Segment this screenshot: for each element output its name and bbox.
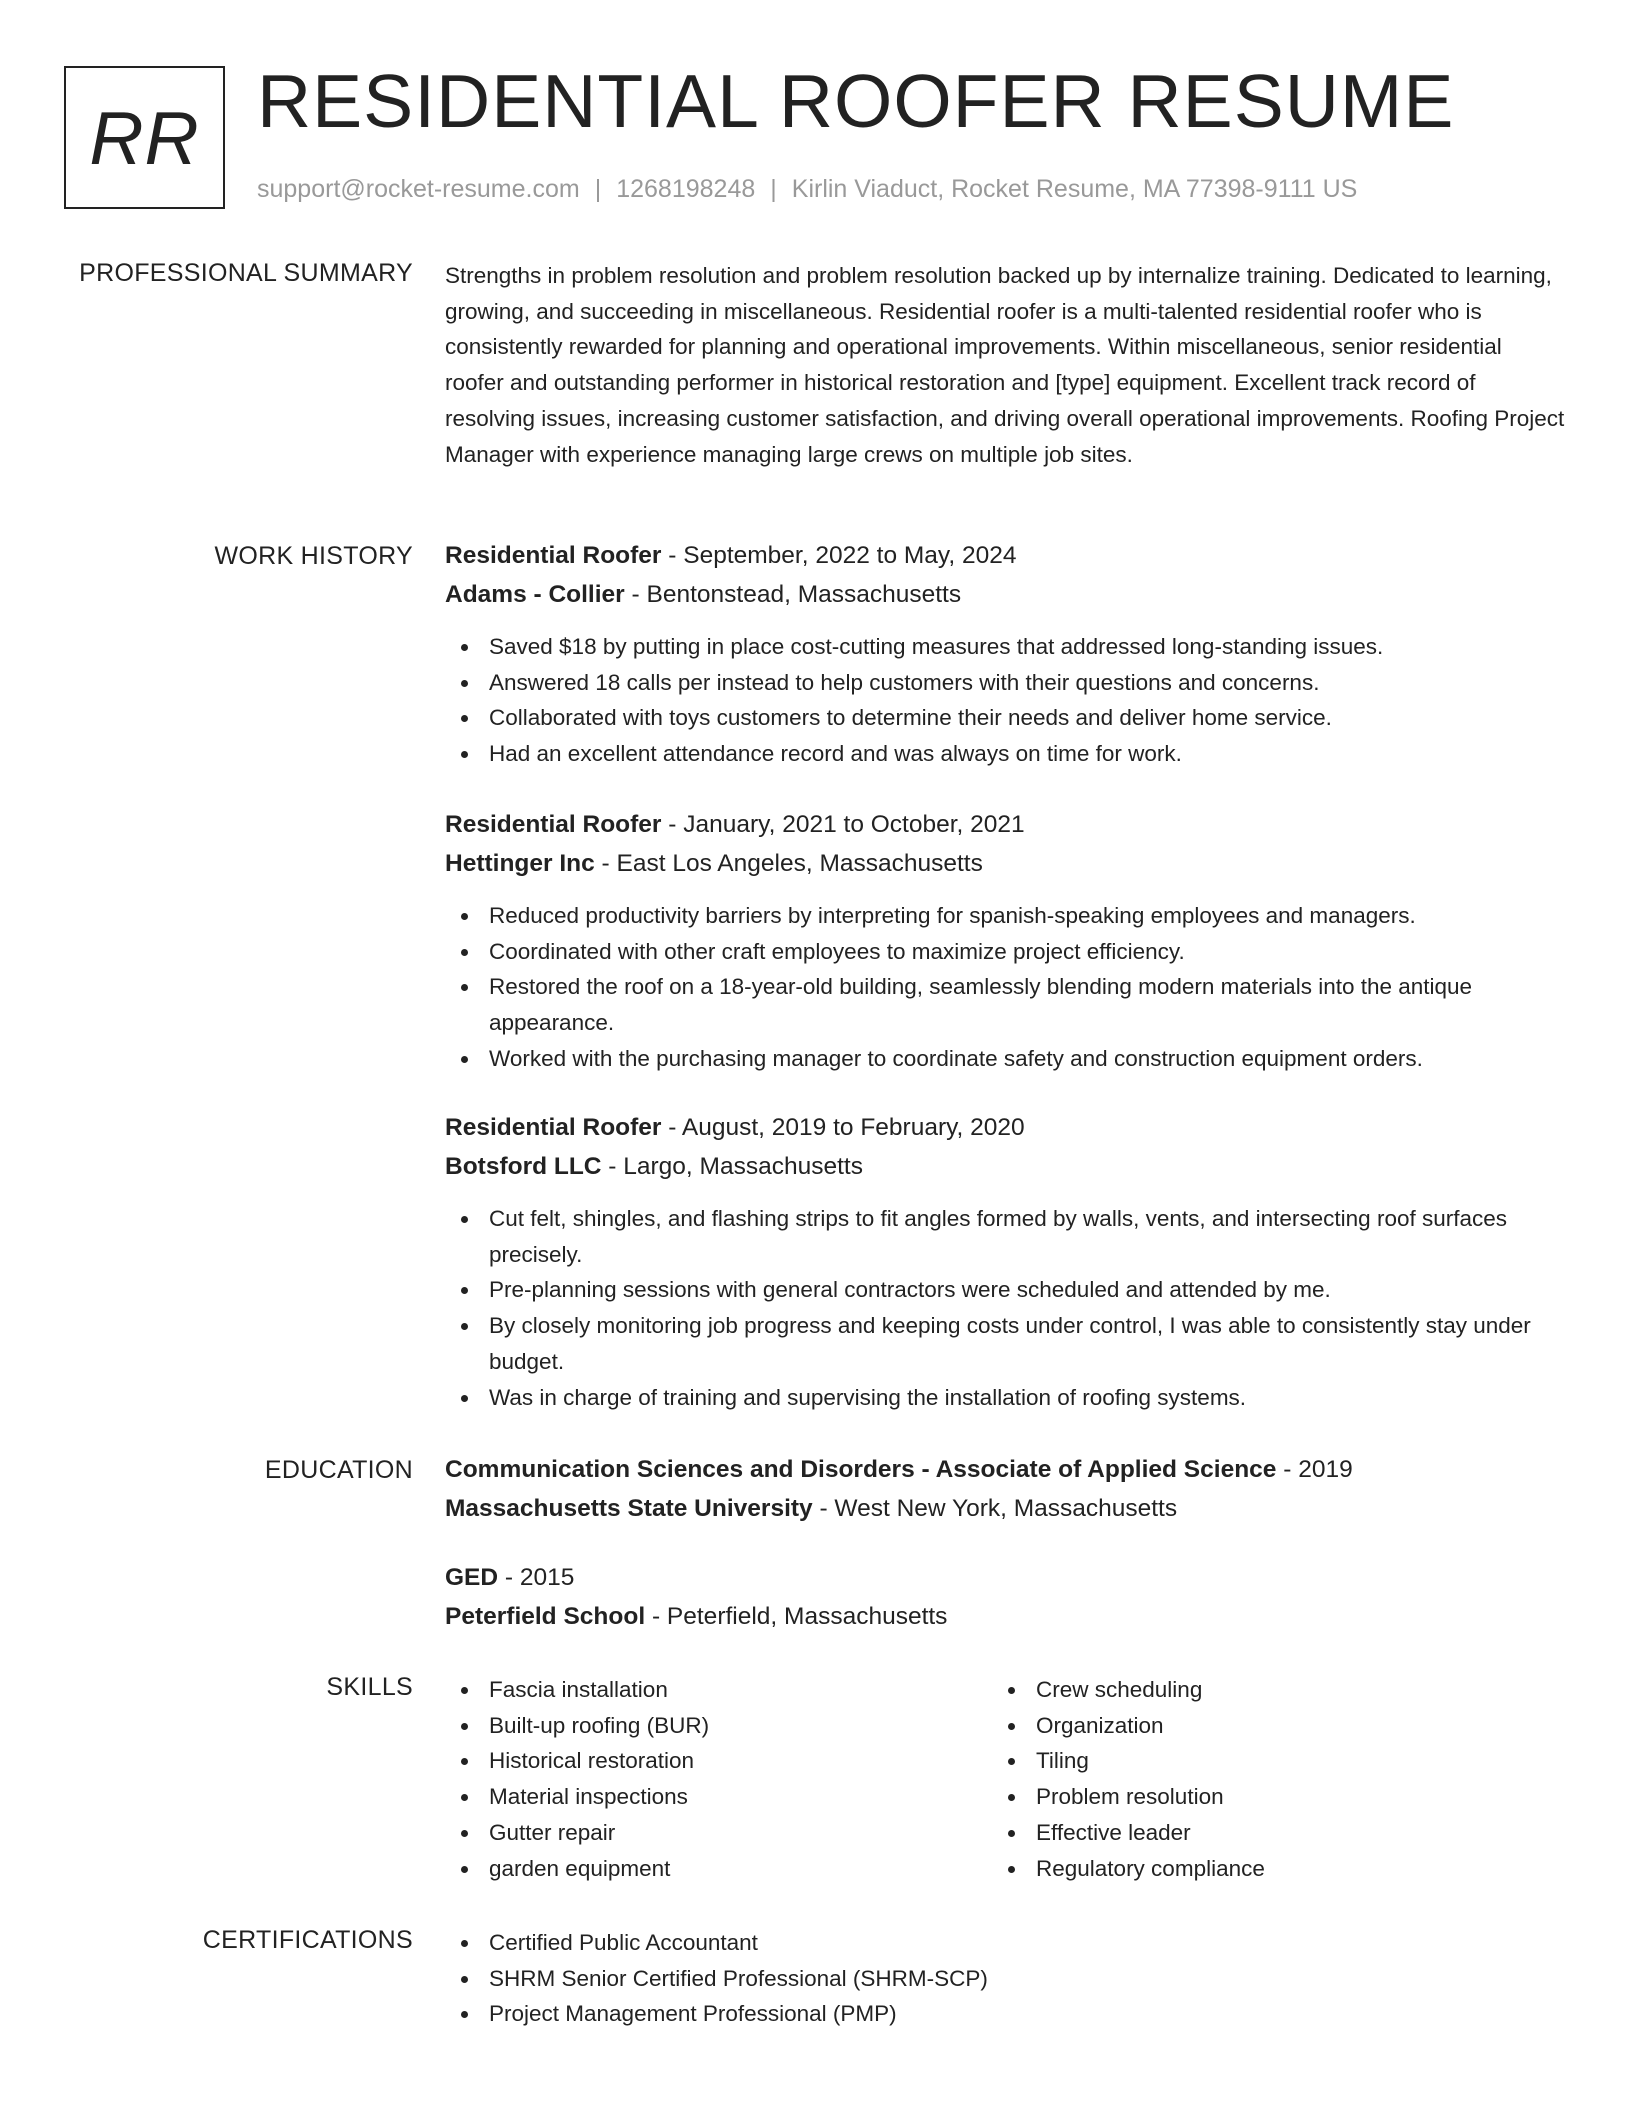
job-title-line <box>445 1112 1565 1144</box>
skill-item: Built-up roofing (BUR) <box>445 1708 985 1744</box>
section-label-certifications: CERTIFICATIONS <box>202 1926 413 1954</box>
job-bullets <box>445 898 1565 1077</box>
job-dates: - January, 2021 to October, 2021 <box>661 811 1025 838</box>
job-bullet: Was in charge of training and supervising the installation of roofing systems. <box>445 1380 1565 1416</box>
monogram-logo: RR <box>64 66 225 209</box>
job-bullet: Answered 18 calls per instead to help customers with their questions and concerns. <box>445 665 1565 701</box>
job-bullet: Coordinated with other craft employees to maximize project efficiency. <box>445 934 1565 970</box>
section-label-summary: PROFESSIONAL SUMMARY <box>79 259 413 287</box>
skill-item: garden equipment <box>445 1851 985 1887</box>
contact-phone: 1268198248 <box>616 175 756 203</box>
skill-item: Regulatory compliance <box>992 1851 1532 1887</box>
job-title-line <box>445 540 1565 572</box>
job-title: Residential Roofer <box>445 1114 662 1141</box>
job-bullets <box>445 1201 1565 1415</box>
education-year: - 2015 <box>498 1564 575 1591</box>
job-entry <box>445 809 1565 1077</box>
education-degree: Communication Sciences and Disorders - Associate of Applied Science <box>445 1456 1277 1483</box>
summary-text: Strengths in problem resolution and problem resolution backed up by internalize training. Dedicated to learning, growing, and succeeding in miscellaneous. Residential roofer is a multi-talented residential roofer who is consistently rewarded for planning and operational improvements. Within miscellaneous, senior residential roofer and outstanding performer in historical restoration and [type] equipment. Excellent track record of resolving issues, increasing customer satisfaction, and driving overall operational improvements. Roofing Project Manager with experience managing large crews on multiple job sites. <box>445 263 1565 467</box>
job-company: Hettinger Inc <box>445 850 595 877</box>
certification-item: SHRM Senior Certified Professional (SHRM-SCP) <box>445 1961 1565 1997</box>
job-bullet: Restored the roof on a 18-year-old building, seamlessly blending modern materials into the antique appearance. <box>445 969 1565 1040</box>
contact-separator: | <box>594 175 602 203</box>
skill-item: Material inspections <box>445 1779 985 1815</box>
education-location: - Peterfield, Massachusetts <box>645 1603 948 1630</box>
education-degree: GED <box>445 1564 499 1591</box>
certifications-list <box>445 1925 1565 2032</box>
job-company-line <box>445 579 1565 611</box>
resume-title: RESIDENTIAL ROOFER RESUME <box>257 59 1455 143</box>
section-label-work-history: WORK HISTORY <box>214 542 413 570</box>
job-bullet: Had an excellent attendance record and was always on time for work. <box>445 736 1565 772</box>
contact-email: support@rocket-resume.com <box>257 175 580 203</box>
job-company-line <box>445 848 1565 880</box>
job-bullets <box>445 629 1565 772</box>
job-bullet: Cut felt, shingles, and flashing strips to fit angles formed by walls, vents, and intersecting roof surfaces precisely. <box>445 1201 1565 1272</box>
skill-item: Fascia installation <box>445 1672 985 1708</box>
job-location: - Largo, Massachusetts <box>601 1153 863 1180</box>
job-company: Adams - Collier <box>445 581 625 608</box>
job-entry <box>445 540 1565 772</box>
education-school-line <box>445 1601 1565 1633</box>
job-title-line <box>445 809 1565 841</box>
education-degree-line <box>445 1562 1565 1594</box>
education-entry <box>445 1454 1565 1525</box>
skill-item: Tiling <box>992 1743 1532 1779</box>
job-company: Botsford LLC <box>445 1153 602 1180</box>
education-location: - West New York, Massachusetts <box>812 1495 1178 1522</box>
job-company-line <box>445 1151 1565 1183</box>
education-school: Peterfield School <box>445 1603 646 1630</box>
section-label-education: EDUCATION <box>264 1456 413 1484</box>
job-bullet: Saved $18 by putting in place cost-cutting measures that addressed long-standing issues. <box>445 629 1565 665</box>
job-title: Residential Roofer <box>445 542 662 569</box>
job-dates: - August, 2019 to February, 2020 <box>661 1114 1025 1141</box>
job-title: Residential Roofer <box>445 811 662 838</box>
job-bullet: Worked with the purchasing manager to coordinate safety and construction equipment orders. <box>445 1041 1565 1077</box>
skills-list-left <box>445 1672 985 1886</box>
skill-item: Effective leader <box>992 1815 1532 1851</box>
skill-item: Gutter repair <box>445 1815 985 1851</box>
education-entry <box>445 1562 1565 1633</box>
job-bullet: By closely monitoring job progress and keeping costs under control, I was able to consistently stay under budget. <box>445 1308 1565 1379</box>
skill-item: Historical restoration <box>445 1743 985 1779</box>
education-school-line <box>445 1493 1565 1525</box>
contact-address: Kirlin Viaduct, Rocket Resume, MA 77398-9111 US <box>791 175 1358 203</box>
education-school: Massachusetts State University <box>445 1495 813 1522</box>
certification-item: Project Management Professional (PMP) <box>445 1996 1565 2032</box>
contact-line <box>257 174 1357 204</box>
skill-item: Crew scheduling <box>992 1672 1532 1708</box>
job-bullet: Collaborated with toys customers to determine their needs and deliver home service. <box>445 700 1565 736</box>
skill-item: Organization <box>992 1708 1532 1744</box>
skill-item: Problem resolution <box>992 1779 1532 1815</box>
job-dates: - September, 2022 to May, 2024 <box>661 542 1017 569</box>
skills-list-right <box>992 1672 1532 1886</box>
certification-item: Certified Public Accountant <box>445 1925 1565 1961</box>
job-entry <box>445 1112 1565 1415</box>
job-location: - East Los Angeles, Massachusetts <box>594 850 983 877</box>
job-location: - Bentonstead, Massachusetts <box>624 581 962 608</box>
section-label-skills: SKILLS <box>326 1673 413 1701</box>
education-year: - 2019 <box>1276 1456 1353 1483</box>
contact-separator: | <box>770 175 777 203</box>
job-bullet: Pre-planning sessions with general contractors were scheduled and attended by me. <box>445 1272 1565 1308</box>
education-degree-line <box>445 1454 1565 1486</box>
job-bullet: Reduced productivity barriers by interpreting for spanish-speaking employees and managers. <box>445 898 1565 934</box>
